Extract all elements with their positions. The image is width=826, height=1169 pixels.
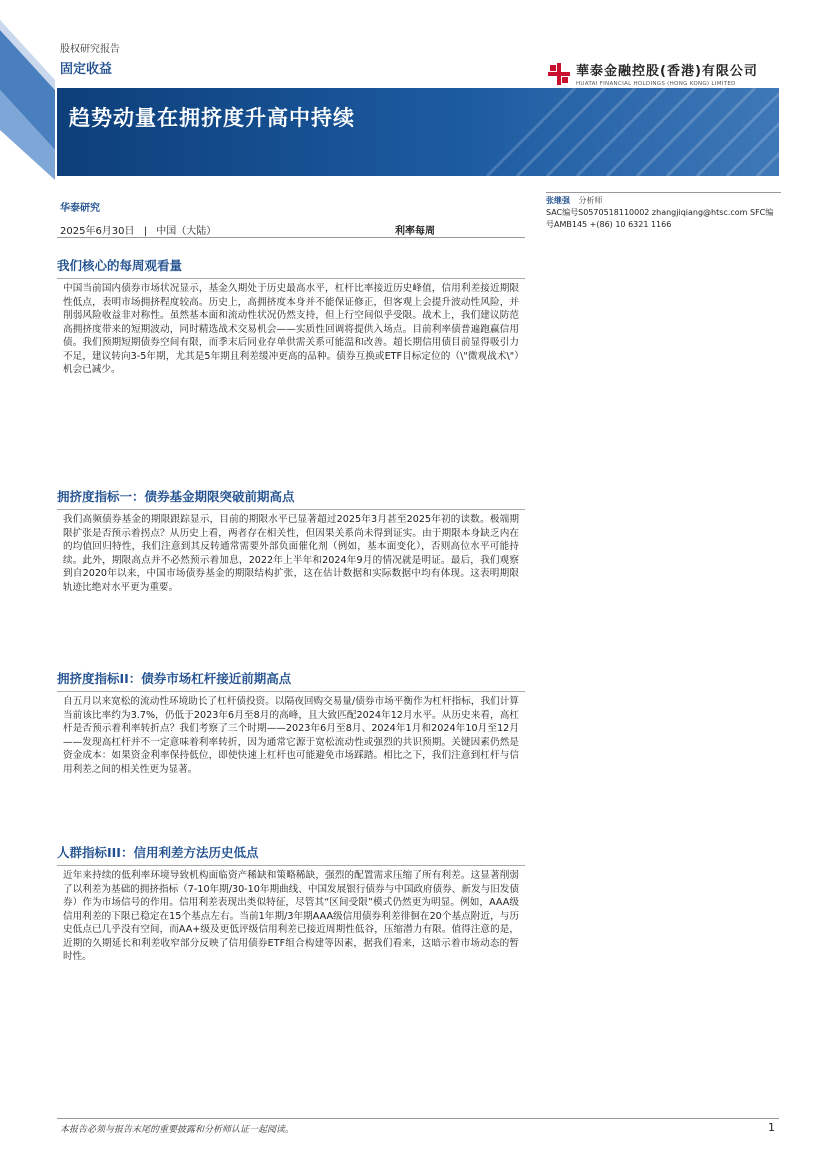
title-banner [57, 88, 779, 176]
section-indicator-3 [57, 843, 525, 964]
report-subcategory: 固定收益 [60, 62, 113, 77]
report-category: 股权研究报告 [60, 44, 120, 55]
research-brand: 华泰研究 [60, 203, 100, 214]
section-body: 近年来持续的低利率环境导致机构面临资产稀缺和策略稀缺，强烈的配置需求压缩了所有利差。这显著削弱了以利差为基础的拥挤指标（7-10年期/30-10年期曲线、中国发展银行债券与中国政府债券、新发与旧发债券）作为市场信号的作用。信用利差表现出类似特征，尽管其“区间受限”模式仍然更为明显。例如，AAA级信用利差的下限已稳定在15个基点左右。当前1年期/3年期AAA级信用债券利差徘徊在20个基点附近，与历史低点已几乎没有空间，而AA+级及更低评级信用利差已接近周期性低谷，压缩潜力有限。值得注意的是，近期的久期延长和利差收窄部分反映了信用债券ETF组合构建等因素，据我们看来，这暗示着市场动态的暂时性。 [63, 870, 519, 962]
section-indicator-2 [57, 669, 525, 776]
analyst-divider [546, 192, 781, 193]
analyst-box [546, 192, 781, 231]
section-indicator-1 [57, 487, 525, 594]
report-title: 趋势动量在拥挤度升高中持续 [69, 106, 355, 130]
section-body: 自五月以来宽松的流动性环境助长了杠杆债投资。以隔夜回购交易量/债券市场平衡作为杠杆指标，我们计算当前该比率约为3.7%，仍低于2023年6月至8月的高峰，且大致匹配2024年12月水平。从历史来看，高杠杆是否预示着利率转折点？我们考察了三个时期——2023年6月至8月、2024年1月和2024年10月至12月——发现高杠杆并不一定意味着利率转折，因为通常它源于宽松流动性或强烈的共识预期。关键因素仍然是资金成本：如果资金利率保持低位，即使快速上杠杆也可能避免市场踩踏。相比之下，我们注意到杠杆与信用利差之间的相关性更为显著。 [63, 696, 519, 775]
section-body: 我们高频债券基金的期限跟踪显示，目前的期限水平已显著超过2025年3月甚至2025年初的读数。极端期限扩张是否预示着拐点？从历史上看，两者存在相关性，但因果关系尚未得到证实。由于期限本身缺乏内在的均值回归特性，我们注意到其反转通常需要外部负面催化剂（例如，基本面变化），否则高位水平可能持续。此外，期限高点并不必然预示着加息，2022年上半年和2024年9月的情况就是明证。最后，我们观察到自2020年以来，中国市场债券基金的期限结构扩张，这在估计数据和实际数据中均有体现。这表明期限轨迹比绝对水平更为重要。 [63, 514, 519, 593]
company-name-en: HUATAI FINANCIAL HOLDINGS (HONG KONG) LIMITED [576, 81, 736, 87]
section-core-view [57, 256, 525, 377]
section-divider [57, 278, 525, 279]
meta-divider-line [57, 237, 525, 238]
report-type [60, 40, 120, 77]
analyst-role: 分析师 [578, 196, 603, 205]
report-region: 中国（大陆） [156, 226, 217, 237]
section-heading: 我们核心的每周观看量 [57, 258, 183, 273]
report-series: 利率每周 [395, 226, 435, 237]
report-date: 2025年6月30日 [60, 226, 135, 237]
logo-icon [548, 63, 570, 85]
section-heading: 拥挤度指标一：债券基金期限突破前期高点 [57, 489, 295, 504]
corner-decoration [0, 0, 60, 180]
section-divider [57, 509, 525, 510]
section-body: 中国当前国内债券市场状况显示，基金久期处于历史最高水平，杠杆比率接近历史峰值，信用利差接近期限性低点，表明市场拥挤程度较高。历史上，高拥挤度本身并不能保证修正，但客观上会提升波动性风险，并削弱风险收益非对称性。虽然基本面和流动性状况仍然支持，但上行空间似乎受限。战术上，我们建议防范高拥挤度带来的短期波动，同时精选战术交易机会——实质性回调将提供入场点。目前利率债普遍跑赢信用债。我们预期短期债券空间有限，而季末后同业存单供需关系可能温和改善。超长期信用债目前显得吸引力不足，建议转向3-5年期，尤其是5年期且利差缓冲更高的品种。债券互换或ETF目标定位的（\"微观战术\"）机会已减少。 [63, 283, 519, 375]
section-divider [57, 865, 525, 866]
company-logo [548, 60, 758, 87]
meta-divider: | [143, 226, 148, 237]
analyst-details: SAC编号S0570518110002 zhangjiqiang@htsc.com SFC编号AMB145 +(86) 10 6321 1166 [546, 208, 774, 229]
company-name-cn: 華泰金融控股(香港)有限公司 [576, 64, 758, 79]
page-number: 1 [768, 1121, 775, 1134]
section-heading: 拥挤度指标II：债券市场杠杆接近前期高点 [57, 671, 292, 686]
footer-disclaimer: 本报告必须与报告末尾的重要披露和分析师认证一起阅读。 [60, 1125, 295, 1135]
footer-divider [57, 1118, 779, 1119]
section-heading: 人群指标III：信用利差方法历史低点 [57, 845, 259, 860]
analyst-name: 张继强 [546, 196, 570, 205]
report-meta [60, 222, 216, 237]
section-divider [57, 691, 525, 692]
